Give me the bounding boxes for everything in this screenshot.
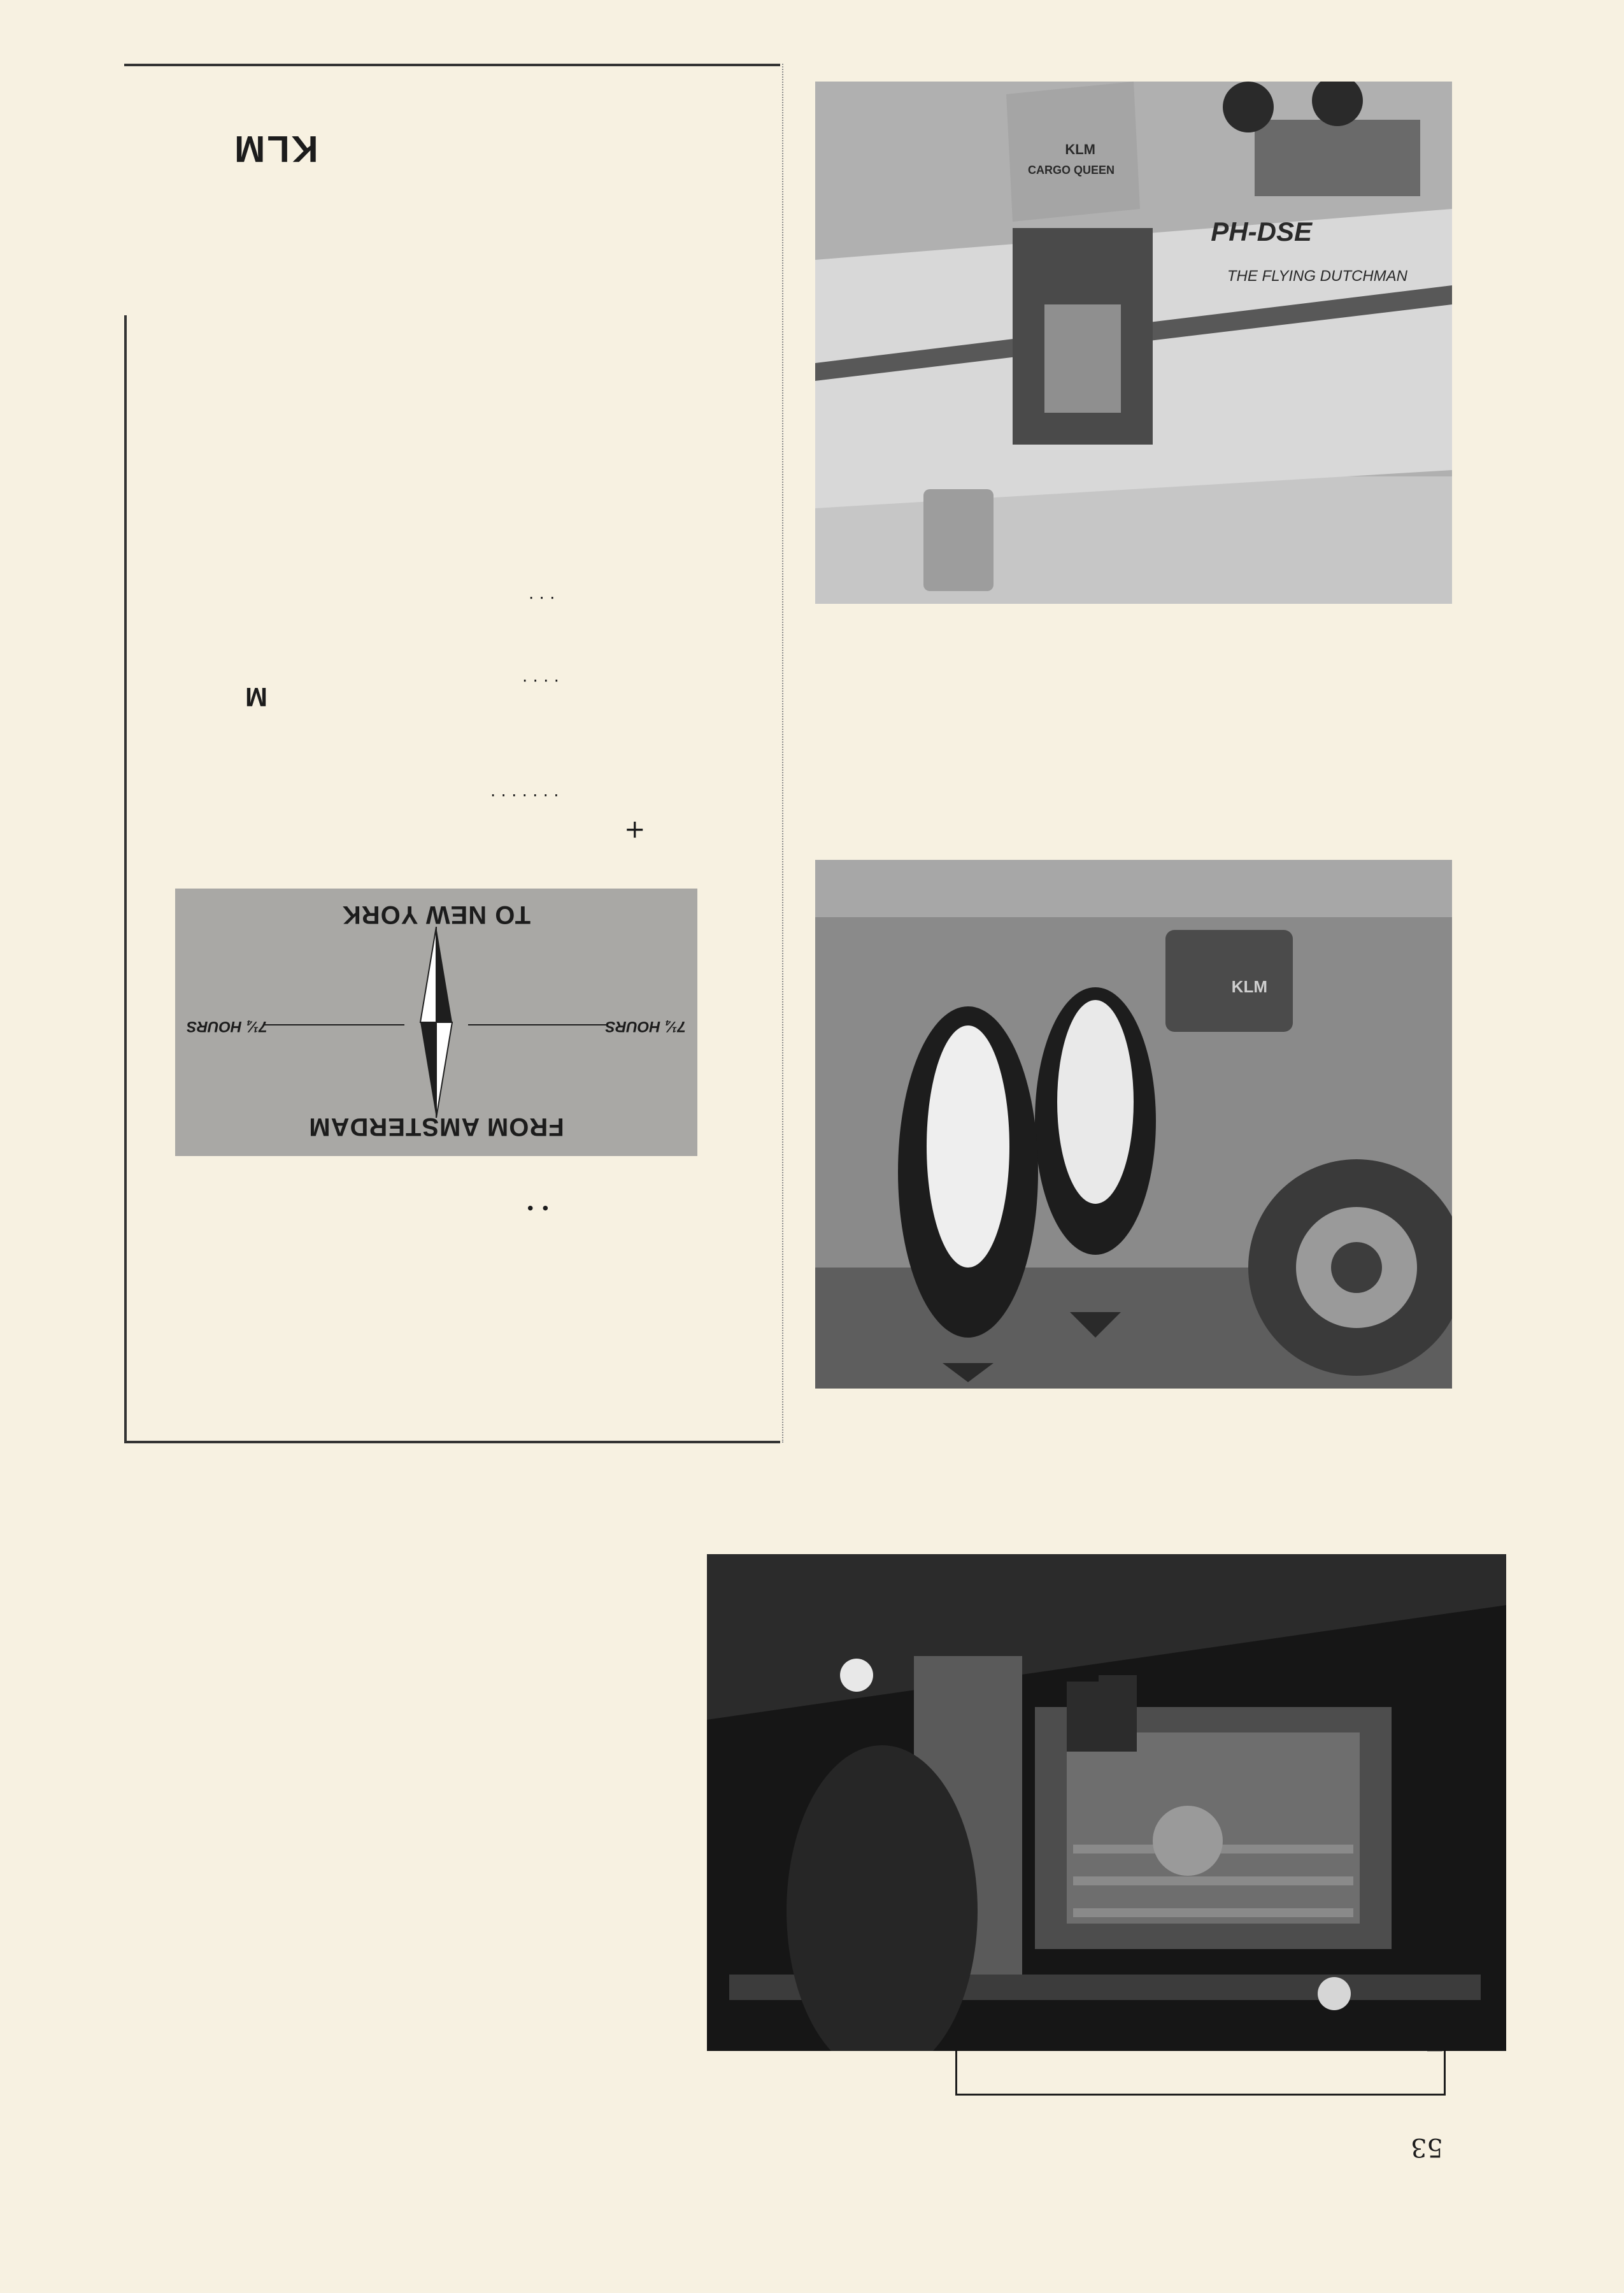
ad-brand: KLM <box>232 128 318 169</box>
penguins-photo <box>815 860 1452 1389</box>
banner-hline-left <box>468 1024 608 1025</box>
banner-right-hours: 7¼ HOURS <box>187 1018 267 1035</box>
ad-border-left <box>782 64 783 1443</box>
penguins-illustration <box>815 860 1452 1389</box>
hangar-illustration <box>707 1554 1506 2051</box>
ad-border-right <box>124 315 127 1443</box>
banner-from-label: FROM AMSTERDAM <box>308 1113 564 1141</box>
ad-dots-4: . . . <box>529 592 555 611</box>
ad-dots-2: . . . . . . . <box>490 790 559 809</box>
cargo-photo <box>815 82 1452 604</box>
bag-label: KLM <box>1231 977 1267 996</box>
ad-border-top <box>124 64 780 66</box>
hangar-photo <box>707 1554 1506 2051</box>
banner-hline-right <box>264 1024 404 1025</box>
registration-text: PH-DSE <box>1211 217 1312 246</box>
fuselage-text: THE FLYING DUTCHMAN <box>1227 268 1407 285</box>
cargo-door-klm: KLM <box>1065 141 1095 157</box>
page-number: 53 <box>1411 2132 1443 2162</box>
ad-dots-1: • • <box>525 1197 550 1217</box>
ad-dots-3: . . . . <box>522 675 559 694</box>
ad-plus: + <box>624 815 646 845</box>
cargo-illustration <box>815 82 1452 604</box>
banner-left-hours: 7¼ HOURS <box>605 1018 686 1035</box>
ad-border-bottom <box>124 1441 780 1443</box>
banner-to-label: TO NEW YORK <box>341 901 531 929</box>
ad-small-m: M <box>245 682 267 712</box>
ny-ams-banner <box>175 889 697 1156</box>
cargo-door-name: CARGO QUEEN <box>1027 164 1115 176</box>
compass-needle-icon <box>417 927 455 1118</box>
